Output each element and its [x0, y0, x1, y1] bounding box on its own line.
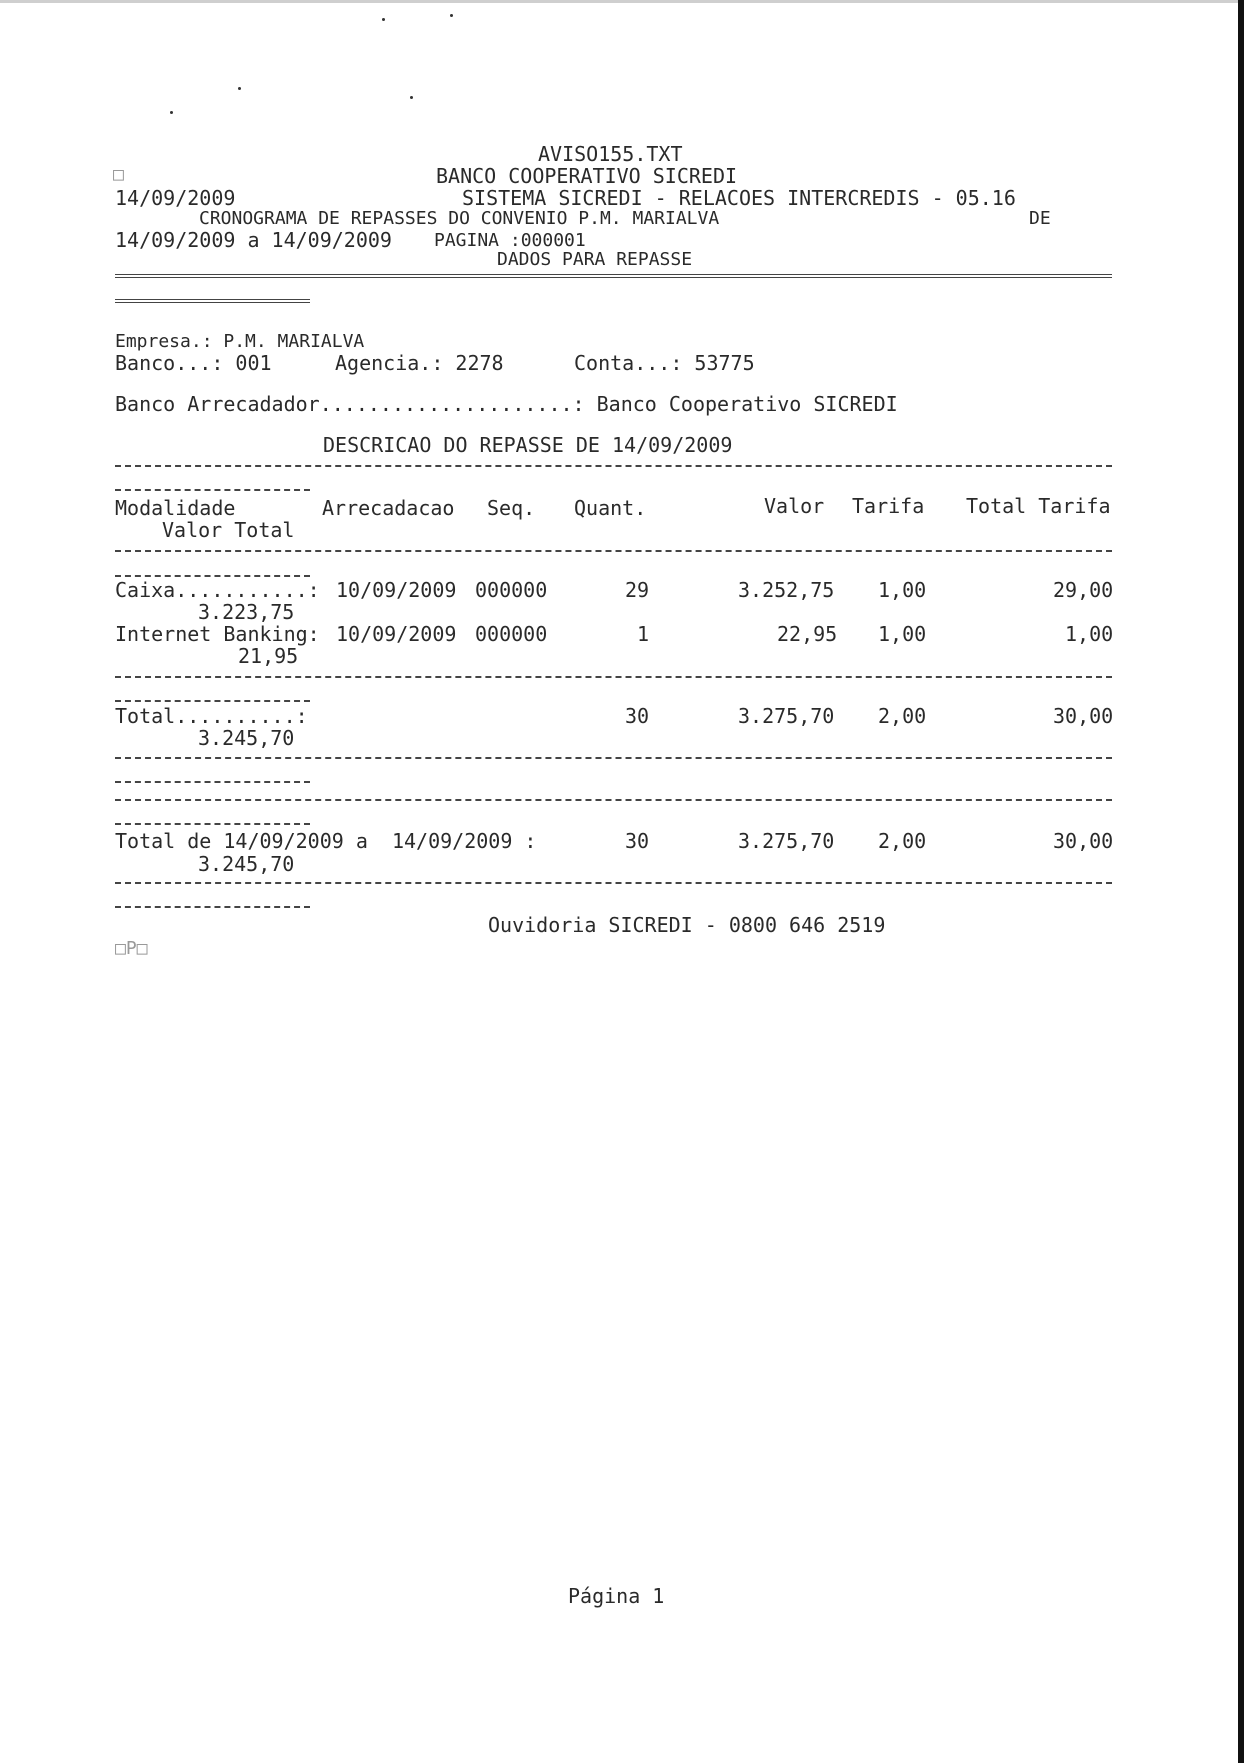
report-title: CRONOGRAMA DE REPASSES DO CONVENIO P.M. MARIALVA — [199, 208, 720, 229]
double-rule — [115, 274, 1112, 278]
control-char-marker: □ — [113, 164, 124, 185]
table-row-valor-total: 21,95 — [238, 644, 299, 668]
dashed-rule — [115, 575, 310, 577]
report-period: 14/09/2009 a 14/09/2009 — [115, 228, 392, 252]
grand-total-valor: 3.275,70 — [738, 829, 835, 853]
banco-line: Banco...: 001 — [115, 351, 272, 375]
bank-name: BANCO COOPERATIVO SICREDI — [436, 164, 738, 188]
table-row-seq: 000000 — [475, 578, 548, 602]
grand-total-tarifa: 2,00 — [878, 829, 927, 853]
scan-edge — [0, 0, 1244, 3]
total-valor: 3.275,70 — [738, 704, 835, 728]
dashed-rule — [115, 550, 1112, 552]
table-row-arrecadacao: 10/09/2009 — [336, 578, 457, 602]
dashed-rule — [115, 823, 310, 825]
scan-speck — [410, 96, 413, 99]
scan-speck — [238, 87, 241, 90]
table-row-tarifa: 1,00 — [878, 622, 927, 646]
table-row-quant: 1 — [637, 622, 650, 646]
double-rule — [115, 299, 310, 303]
dashed-rule — [115, 465, 1112, 467]
file-name: AVISO155.TXT — [538, 142, 683, 166]
dashed-rule — [115, 700, 310, 702]
grand-total-label: Total de 14/09/2009 a 14/09/2009 : — [115, 829, 537, 853]
dashed-rule — [115, 882, 1112, 884]
page-number: PAGINA :000001 — [434, 230, 586, 251]
report-title-de: DE — [1029, 208, 1051, 229]
scan-speck — [170, 111, 173, 114]
table-row-quant: 29 — [625, 578, 650, 602]
table-row-total-tarifa: 1,00 — [1065, 622, 1114, 646]
dashed-rule — [115, 906, 310, 908]
col-valor: Valor — [764, 494, 825, 518]
table-row-valor: 3.252,75 — [738, 578, 835, 602]
table-row-modalidade: Internet Banking: — [115, 622, 320, 646]
total-quant: 30 — [625, 704, 650, 728]
total-valor-total: 3.245,70 — [198, 726, 295, 750]
dashed-rule — [115, 757, 1112, 759]
col-arrecadacao: Arrecadacao — [322, 496, 455, 520]
grand-total-quant: 30 — [625, 829, 650, 853]
table-row-valor-total: 3.223,75 — [198, 600, 295, 624]
scan-speck — [382, 18, 385, 21]
col-quant: Quant. — [574, 496, 647, 520]
total-label: Total..........: — [115, 704, 308, 728]
total-tarifa: 2,00 — [878, 704, 927, 728]
page-footer: Página 1 — [568, 1584, 665, 1608]
grand-total-valor-total: 3.245,70 — [198, 852, 295, 876]
table-row-modalidade: Caixa...........: — [115, 578, 320, 602]
col-seq: Seq. — [487, 496, 536, 520]
agencia-line: Agencia.: 2278 — [335, 351, 504, 375]
table-row-total-tarifa: 29,00 — [1053, 578, 1114, 602]
banco-arrecadador-line: Banco Arrecadador.....................: Banco Cooperativo SICREDI — [115, 392, 898, 416]
section-title: DADOS PARA REPASSE — [497, 249, 693, 270]
report-date: 14/09/2009 — [115, 186, 236, 210]
dashed-rule — [115, 799, 1112, 801]
dashed-rule — [115, 781, 310, 783]
grand-total-total-tarifa: 30,00 — [1053, 829, 1114, 853]
scan-speck — [450, 14, 453, 17]
col-modalidade: Modalidade — [115, 496, 236, 520]
control-char-marker: □P□ — [115, 938, 148, 959]
total-total-tarifa: 30,00 — [1053, 704, 1114, 728]
description-title: DESCRICAO DO REPASSE DE 14/09/2009 — [323, 433, 733, 457]
conta-line: Conta...: 53775 — [574, 351, 755, 375]
dashed-rule — [115, 676, 1112, 678]
empresa-line: Empresa.: P.M. MARIALVA — [115, 331, 365, 352]
dashed-rule — [115, 489, 310, 491]
table-row-valor: 22,95 — [777, 622, 838, 646]
col-valor-total: Valor Total — [162, 518, 295, 542]
table-row-tarifa: 1,00 — [878, 578, 927, 602]
col-total-tarifa: Total Tarifa — [966, 494, 1111, 518]
table-row-seq: 000000 — [475, 622, 548, 646]
ouvidoria-contact: Ouvidoria SICREDI - 0800 646 2519 — [488, 913, 886, 937]
system-name: SISTEMA SICREDI - RELACOES INTERCREDIS - 05.16 — [462, 186, 1016, 210]
col-tarifa: Tarifa — [852, 494, 925, 518]
table-row-arrecadacao: 10/09/2009 — [336, 622, 457, 646]
scan-edge — [1238, 0, 1244, 1763]
